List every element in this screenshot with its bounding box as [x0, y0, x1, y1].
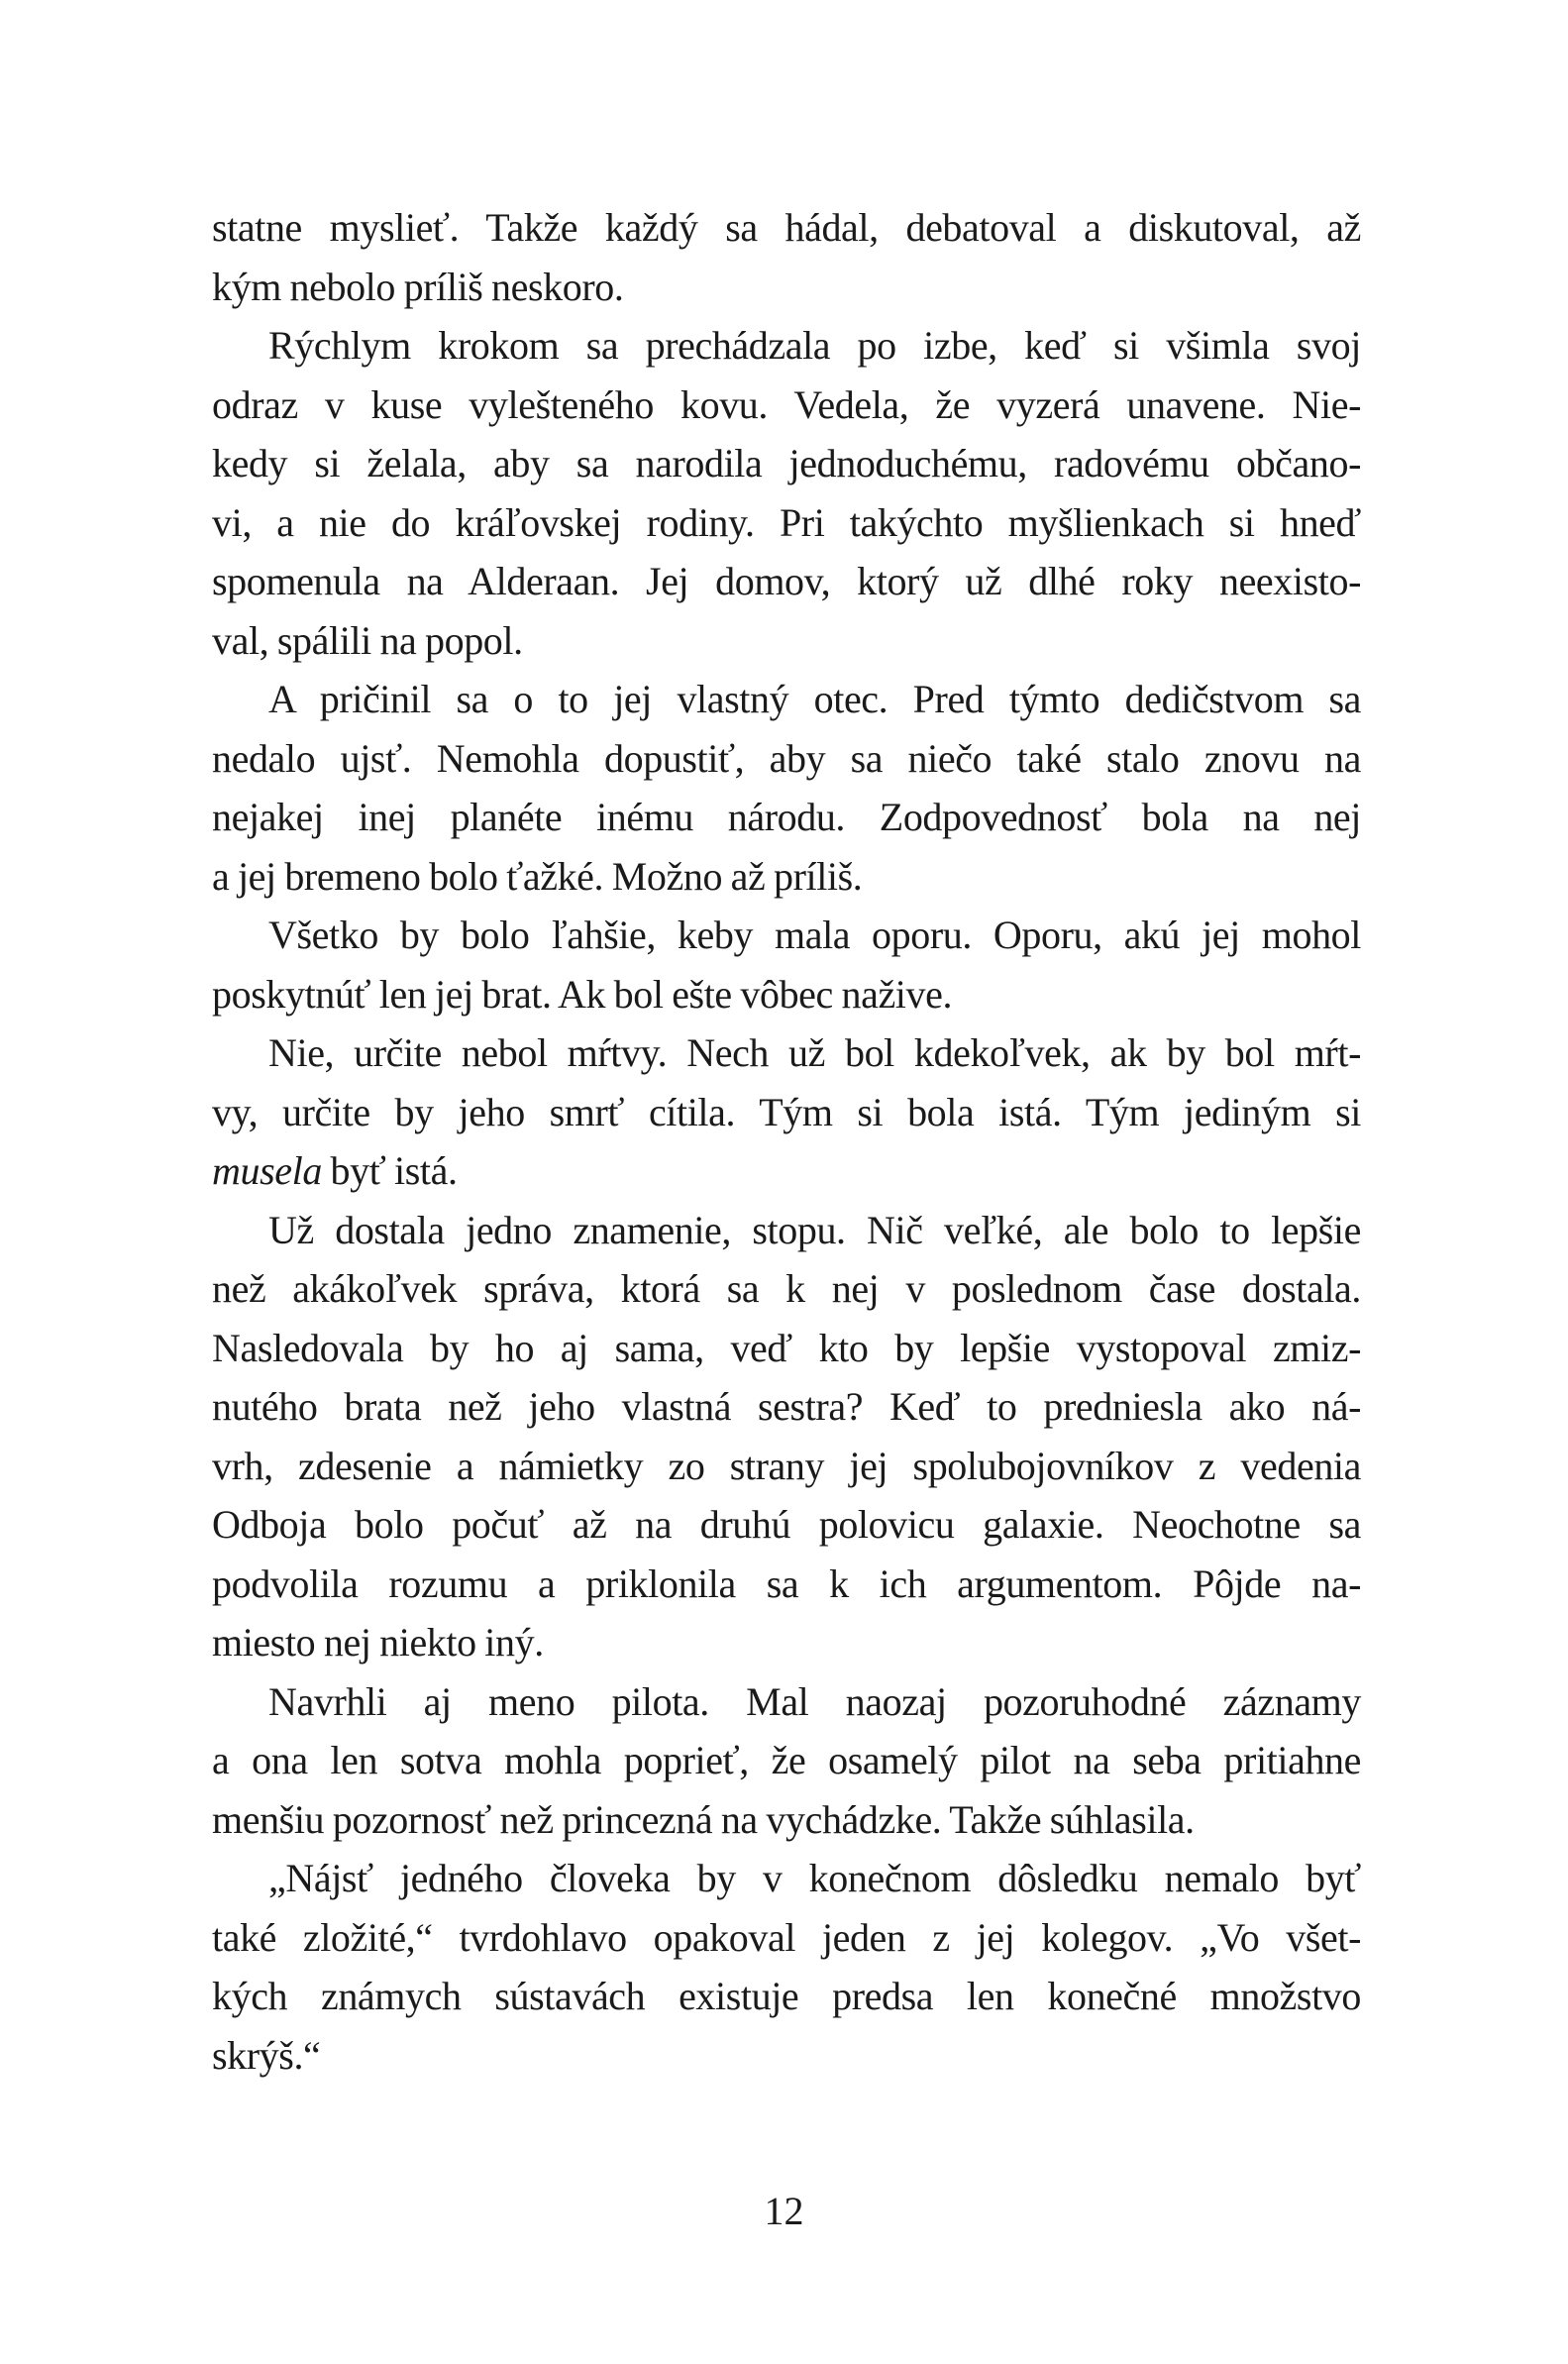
text-line: menšiu pozornosť než princezná na vychádzke. Takže súhlasila.	[212, 1796, 1195, 1842]
line-text: byť istá.	[321, 1148, 458, 1193]
text-line: statne myslieť. Takže každý sa hádal, debatoval a diskutoval, až	[212, 205, 1361, 250]
text-line: Navrhli aj meno pilota. Mal naozaj pozoruhodné záznamy	[268, 1678, 1361, 1724]
text-line: skrýš.“	[212, 2032, 321, 2078]
text-line: kedy si želala, aby sa narodila jednoduchému, radovému občano-	[212, 441, 1361, 485]
text-line: „Nájsť jedného človeka by v konečnom dôsledku nemalo byť	[268, 1856, 1361, 1900]
text-line: a ona len sotva mohla poprieť, že osamelý pilot na seba pritiahne	[212, 1738, 1361, 1782]
text-line: podvolila rozumu a priklonila sa k ich argumentom. Pôjde na-	[212, 1560, 1361, 1606]
text-line: vi, a nie do kráľovskej rodiny. Pri takýchto myšlienkach si hneď	[212, 499, 1361, 545]
text-line: a jej bremeno bolo ťažké. Možno až príliš.	[212, 853, 863, 899]
page-number: 12	[764, 2189, 804, 2233]
text-line: A pričinil sa o to jej vlastný otec. Pred týmto dedičstvom sa	[268, 677, 1361, 721]
text-line: val, spálili na popol.	[212, 617, 523, 663]
text-line: než akákoľvek správa, ktorá sa k nej v poslednom čase dostala.	[212, 1266, 1361, 1311]
text-line: spomenula na Alderaan. Jej domov, ktorý už dlhé roky neexisto-	[212, 559, 1361, 603]
text-line: miesto nej niekto iný.	[212, 1620, 544, 1665]
text-line: Všetko by bolo ľahšie, keby mala oporu. Oporu, akú jej mohol	[268, 913, 1361, 957]
text-line: nejakej inej planéte inému národu. Zodpovednosť bola na nej	[212, 795, 1361, 839]
text-line	[212, 1141, 1361, 1201]
text-line: vy, určite by jeho smrť cítila. Tým si bola istá. Tým jediným si	[212, 1089, 1361, 1134]
text-line: poskytnúť len jej brat. Ak bol ešte vôbec nažive.	[212, 971, 953, 1017]
text-line: kým nebolo príliš neskoro.	[212, 264, 624, 309]
italic-word: musela	[212, 1148, 322, 1193]
text-line: Rýchlym krokom sa prechádzala po izbe, keď si všimla svoj	[268, 323, 1361, 368]
text-line: nutého brata než jeho vlastná sestra? Keď to predniesla ako ná-	[212, 1384, 1361, 1429]
text-line: Odboja bolo počuť až na druhú polovicu galaxie. Neochotne sa	[212, 1502, 1361, 1547]
text-line: Nasledovala by ho aj sama, veď kto by lepšie vystopoval zmiz-	[212, 1325, 1361, 1370]
body-text	[212, 198, 1361, 2085]
text-line: nedalo ujsť. Nemohla dopustiť, aby sa niečo také stalo znovu na	[212, 735, 1361, 781]
text-line: odraz v kuse vylešteného kovu. Vedela, že vyzerá unavene. Nie-	[212, 381, 1361, 427]
text-line: vrh, zdesenie a námietky zo strany jej spolubojovníkov z vedenia	[212, 1443, 1361, 1488]
text-line: kých známych sústavách existuje predsa len konečné množstvo	[212, 1974, 1361, 2018]
text-line: Nie, určite nebol mŕtvy. Nech už bol kdekoľvek, ak by bol mŕt-	[268, 1030, 1361, 1075]
text-line: Už dostala jedno znamenie, stopu. Nič veľké, ale bolo to lepšie	[268, 1207, 1361, 1252]
text-line: také zložité,“ tvrdohlavo opakoval jeden z jej kolegov. „Vo všet-	[212, 1914, 1361, 1960]
